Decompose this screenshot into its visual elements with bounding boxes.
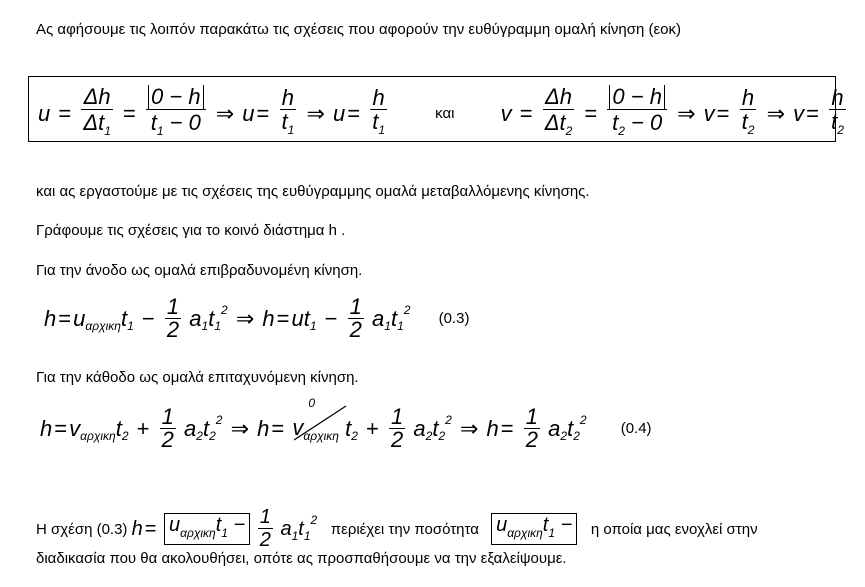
equation-0-4: h=vαρχικηt2 + $\frac{1}{2}$ a2t22 ⇒ h= 0 vαρχικη t2 + $\frac{1}{2}$ a2t22 ⇒ h= $\frac{1}{2}$ a2t22 (0.4) [40,396,652,452]
frac-abs-1: $\frac{0 - h}{t1 - 0}$ [146,84,206,143]
intro-line: Ας αφήσουμε τις λοιπόν παρακάτω τις σχέσεις που αφορούν την ευθύγραμμη ομαλή κίνηση (εοκ) [36,21,681,38]
equation-0-3: h=uαρχικηt1 − $\frac{1}{2}$ a1t12 ⇒ h=ut1 − $\frac{1}{2}$ a1t12 (0.3) [44,294,470,342]
v-symbol: v [500,100,512,126]
relation-sentence: Η σχέση (0.3) h = uαρχικηt1 − $\frac{1}{2}$ a1t12 περιέχει την ποσότητα uαρχικηt1 − η οποία μας ενοχλεί στην [36,506,758,551]
line-ascent: Για την άνοδο ως ομαλά επιβραδυνομένη κίνηση. [36,262,363,279]
eq-label-0-4: (0.4) [620,420,652,437]
boxed-quantity-1: uαρχικηt1 − [164,513,250,545]
cancelled-initial-velocity: 0 vαρχικη [292,414,339,443]
boxed-quantity-2: uαρχικηt1 − [491,513,577,545]
line-descent: Για την κάθοδο ως ομαλά επιταχυνόμενη κίνηση. [36,369,359,386]
kai-word: και [435,105,455,123]
line-uniform-accel: και ας εργαστούμε με τις σχέσεις της ευθύγραμμης ομαλά μεταβαλλόμενης κίνησης. [36,183,590,200]
eq-label-0-3: (0.3) [438,310,470,327]
velocity-equations: u = $\frac{\Delta h}{\Delta t1}$ = $\frac{0 - h}{t1 - 0}$ ⇒ u= $\frac{h}{t1}$ ⇒ u= $\frac{h}{t1}$ και v = $\frac{\Delta h}{\Delta t2}$ = $\frac{0 - h}{t2 - 0}$ ⇒ v= $\frac{h}{t2}$ ⇒ v= $\frac{h}{t2}$ [38,84,848,143]
u-symbol: u [38,100,51,126]
frac-dh-dt1: $\frac{\Delta h}{\Delta t1}$ [83,83,111,138]
line-common-distance: Γράφουμε τις σχέσεις για το κοινό διάστημα h . [36,222,346,239]
closing-line: διαδικασία που θα ακολουθήσει, οπότε ας προσπαθήσουμε να την εξαλείψουμε. [36,550,567,567]
